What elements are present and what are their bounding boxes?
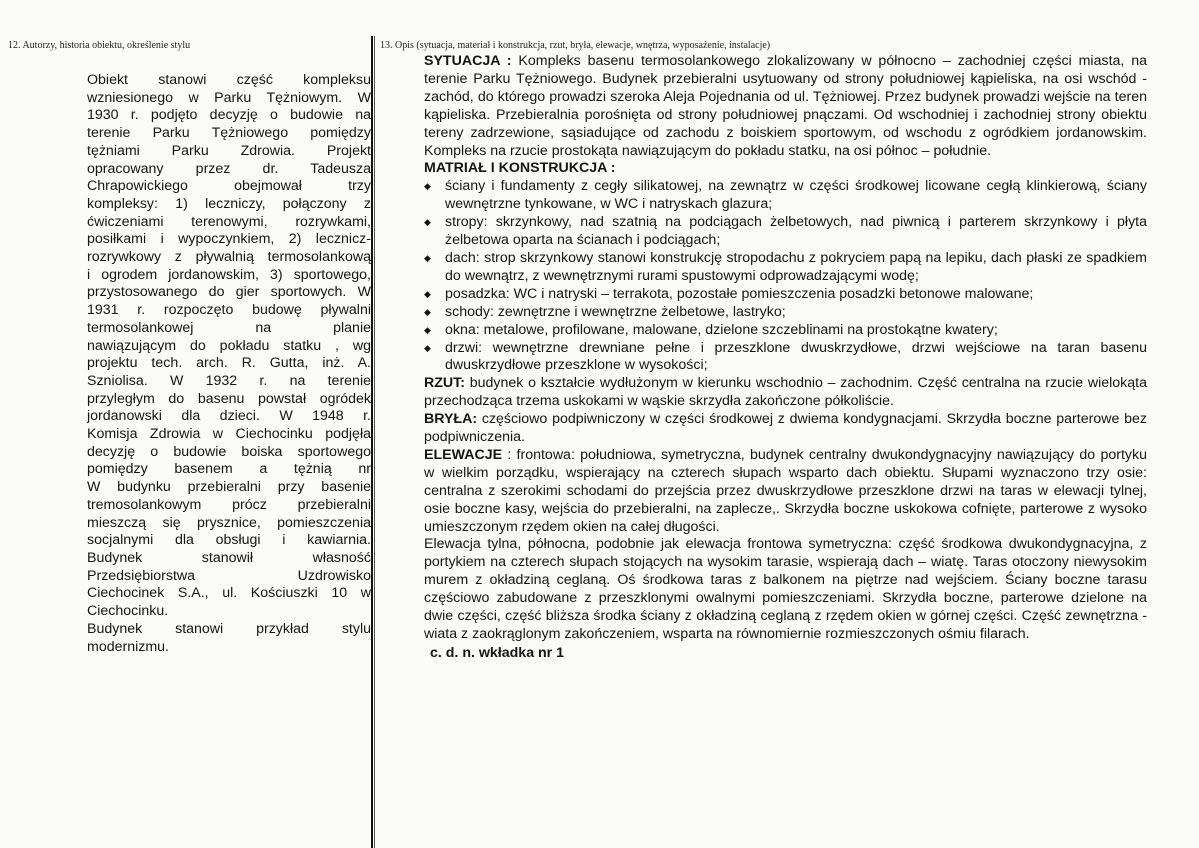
history-line: 1930 r. podjęto decyzję o budowie na <box>87 107 371 124</box>
history-line: projektu tech. arch. R. Gutta, inż. A. <box>87 355 371 372</box>
bryla-label: BRYŁA: <box>424 411 478 428</box>
material-list-item <box>424 322 1147 340</box>
material-list-item <box>424 286 1147 304</box>
history-line: posiłkami i wypoczynkiem, 2) lecznicz- <box>87 231 371 248</box>
sytuacja-label: SYTUACJA : <box>424 53 512 69</box>
material-list-item <box>424 250 1147 286</box>
material-item-text: okna: metalowe, profilowane, malowane, dzielone szczeblinami na prostokątne kwatery; <box>445 321 998 338</box>
history-line: wzniesionego w Parku Tężniowym. W <box>87 89 371 106</box>
bryla-text: częściowo podpiwniczony w części środkowej z dwiema kondygnacjami. Skrzydła boczne parterowe bez podpiwniczenia. <box>424 411 1148 446</box>
history-line: Ciechocinek S.A., ul. Kościuszki 10 w <box>87 585 371 602</box>
bullet-icon: ◆ <box>424 217 431 228</box>
material-label: MATRIAŁ I KONSTRUKCJA : <box>424 160 616 177</box>
bullet-icon: ◆ <box>424 342 431 353</box>
history-line: Komisja Zdrowia w Ciechocinku podjęła <box>87 426 371 443</box>
history-line: Ciechocinku. <box>87 603 169 620</box>
material-item-text: drzwi: wewnętrzne drewniane pełne i przeszklone dwuskrzydłowe, drzwi wejściowe na taran basenu dwuskrzydłowe przeszklone w wysokości; <box>445 339 1147 374</box>
elewacja-tylna-paragraph: Elewacja tylna, północna, podobnie jak elewacja frontowa symetryczna: część środkowa dwukondygnacyjna, z portykiem na czterech słupach stojących na wysokim tarasie, wspierają dach – wiatę. Taras otoczony niewysokim murem z okładziną ceglaną. Oś środkowa taras z balkonem na piętrze nad wejściem. Ściany boczne tarasu częściowo zabudowane z przeszklonymi owalnymi pomieszczeniami. Skrzydła boczne, parterowe dzielone na dwie części, część bliższa środka ściany z okładziną ceglaną z rzędem okien w górnej części. Część zewnętrzna - wiata z zaokrąglonym zakończeniem, wsparta na równomiernie rozmieszczonych ośmiu filarach. <box>424 536 1147 642</box>
rzut-paragraph <box>424 375 1147 411</box>
continued-note: c. d. n. wkładka nr 1 <box>430 644 565 661</box>
material-list <box>424 178 1147 375</box>
history-line: Chrapowickiego obejmował trzy <box>87 178 371 195</box>
history-line: pomiędzy basenem a tężnią nr <box>87 461 371 478</box>
history-line: nawiązującym do pokładu statku , wg <box>87 337 371 354</box>
history-line: termosolankowej na planie <box>87 319 371 336</box>
history-line: 1931 r. rozpoczęto budowę pływalni <box>87 302 371 319</box>
bullet-icon: ◆ <box>424 306 431 317</box>
bullet-icon: ◆ <box>424 252 431 263</box>
sytuacja-paragraph <box>424 53 1147 160</box>
column-divider <box>371 36 373 848</box>
bullet-icon: ◆ <box>424 288 431 299</box>
elewacje-paragraph <box>424 447 1147 537</box>
rzut-text: budynek o kształcie wydłużonym w kierunku wschodnio – zachodnim. Część centralna na rzucie wielokąta przechodząca trzema uskokami w wąskie skrzydła zakończone półkoliście. <box>424 375 1147 410</box>
bryla-paragraph <box>424 411 1147 447</box>
history-line: modernizmu. <box>87 638 170 655</box>
history-line: tężniami Parku Zdrowia. Projekt <box>87 142 371 159</box>
history-line: W budynku przebieralni przy basenie <box>87 479 371 496</box>
material-list-item <box>424 214 1147 250</box>
material-list-item <box>424 178 1147 214</box>
history-line: przyległym do basenu powstał ogródek <box>87 390 371 407</box>
material-list-item <box>424 340 1147 376</box>
history-line: Budynek stanowi przykład stylu <box>87 620 371 637</box>
column-divider-secondary <box>374 36 375 848</box>
material-item-text: stropy: skrzynkowy, nad szatnią na podciągach żelbetowych, nad piwnicą i parterem skrzynkowy i płyta żelbetowa oparta na ścianach i podciągach; <box>445 214 1147 249</box>
history-line: mieszczą się prysznice, pomieszczenia <box>87 514 371 531</box>
history-line: ćwiczeniami terenowymi, rozrywkami, <box>87 213 371 230</box>
history-line: Obiekt stanowi część kompleksu <box>87 72 371 88</box>
history-line: Szniolisa. W 1932 r. na terenie <box>87 372 371 389</box>
history-line: kompleksy: 1) leczniczy, połączony z <box>87 195 371 212</box>
sytuacja-text: Kompleks basenu termosolankowego zlokalizowany w północno – zachodniej części miasta, na terenie Parku Tężniowego. Budynek przebieralni usytuowany od strony południowej kąpieliska, na osi wschód - zachód, do którego prowadzi szeroka Aleja Pojednania od ul. Tężniowej. Przez budynek prowadzi wejście na teren kąpieliska. Przebieralnia porośnięta od strony południowej pnączami. Od wschodniej i zachodniej strony obiektu tereny zadrzewione, sąsiadujące od zachodu z boiskiem sportowym, od wschodu z ogródkiem jordanowskim. Kompleks na rzucie prostokąta nawiązującym do pokładu statku, na osi północ – południe. <box>424 53 1147 159</box>
history-line: socjalnymi dla obsługi i kawiarnia. <box>87 532 371 549</box>
material-item-text: schody: zewnętrzne i wewnętrzne żelbetowe, lastryko; <box>445 303 786 320</box>
rzut-label: RZUT: <box>424 375 465 392</box>
history-text-column <box>87 72 371 656</box>
history-line: i ogrodem jordanowskim, 3) sportowego, <box>87 266 371 283</box>
history-line: Przedsiębiorstwa Uzdrowisko <box>87 567 371 584</box>
material-heading <box>424 160 1147 178</box>
history-line: tremosolankowym prócz przebieralni <box>87 496 371 513</box>
section-12-header: 12. Autorzy, historia obiektu, określenie stylu <box>8 40 191 51</box>
material-list-item <box>424 304 1147 322</box>
material-item-text: ściany i fundamenty z cegły silikatowej, na zewnątrz w części środkowej licowane cegłą klinkierową, ściany wewnętrzne tynkowane, w WC i natryskach glazura; <box>445 178 1147 213</box>
history-line: terenie Parku Tężniowego pomiędzy <box>87 125 371 142</box>
history-line: Budynek stanowił własność <box>87 549 371 566</box>
history-line: rozrywkowy z pływalnią termosolankową <box>87 249 371 266</box>
description-text-column <box>424 53 1147 663</box>
bullet-icon: ◆ <box>424 324 431 335</box>
history-line: decyzję o budowie boiska sportowego <box>87 443 371 460</box>
material-item-text: dach: strop skrzynkowy stanowi konstrukcję stropodachu z pokryciem papą na lepiku, dach płaski ze spadkiem do wewnątrz, z wewnętrznymi rurami spustowymi odprowadzającymi wodę; <box>445 249 1147 284</box>
history-line: przystosowanego do gier sportowych. W <box>87 284 371 301</box>
history-line: opracowany przez dr. Tadeusza <box>87 160 371 177</box>
section-13-header: 13. Opis (sytuacja, materiał i konstrukcja, rzut, bryła, elewacje, wnętrza, wyposażenie, instalacje) <box>380 40 771 51</box>
history-line: jordanowski dla dzieci. W 1948 r. <box>87 408 371 425</box>
elewacje-label: ELEWACJE <box>424 446 503 463</box>
bullet-icon: ◆ <box>424 181 431 192</box>
elewacje-text: : frontowa: południowa, symetryczna, budynek centralny dwukondygnacyjny nawiązujący do portyku w wielkim porządku, wspierający na czterech słupach wsparto dach obiektu. Słupami wyznaczono trzy osie: centralna z szerokimi schodami do przejścia przez dwuskrzydłowe przeszklone drzwi na taras w elewacji tylnej, osie boczne kasy, wejścia do przebieralni, na zaplecze,. Skrzydła boczne uskokowa cofnięte, parterowe z wysoko umieszczonym rzędem okien na całej długości. <box>424 446 1147 535</box>
material-item-text: posadzka: WC i natryski – terrakota, pozostałe pomieszczenia posadzki betonowe malowane; <box>445 285 1034 302</box>
